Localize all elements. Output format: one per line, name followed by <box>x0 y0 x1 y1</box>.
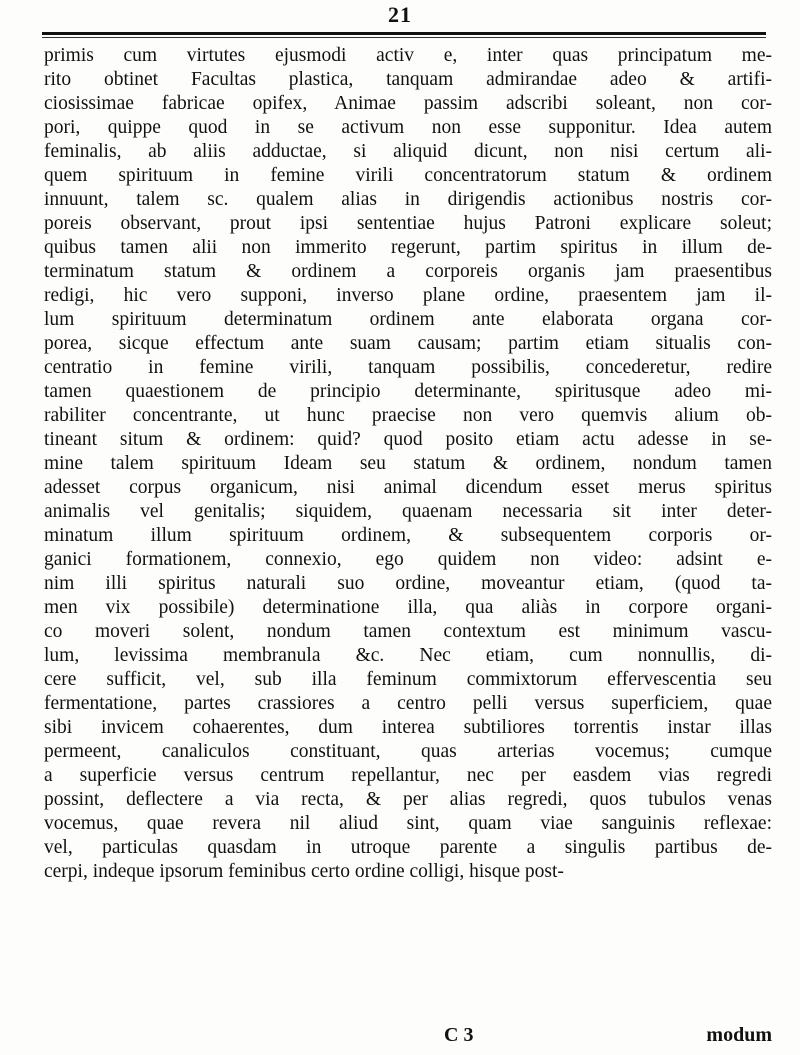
text-line: minatum illum spirituum ordinem, & subsequentem corporis or- <box>44 525 772 546</box>
text-line: permeent, canaliculos constituant, quas arterias vocemus; cumque <box>44 741 772 762</box>
text-line: feminalis, ab aliis adductae, si aliquid dicunt, non nisi certum ali- <box>44 141 772 162</box>
text-line: lum spirituum determinatum ordinem ante elaborata organa cor- <box>44 309 772 330</box>
text-line: men vix possibile) determinatione illa, qua aliàs in corpore organi- <box>44 597 772 618</box>
text-line: tamen quaestionem de principio determinante, spiritusque adeo mi- <box>44 381 772 402</box>
text-line: ciosissimae fabricae opifex, Animae passim adscribi soleant, non cor- <box>44 93 772 114</box>
text-line: centratio in femine virili, tanquam possibilis, concederetur, redire <box>44 357 772 378</box>
text-line: poreis observant, prout ipsi sententiae hujus Patroni explicare soleut; <box>44 213 772 234</box>
text-line: terminatum statum & ordinem a corporeis organis jam praesentibus <box>44 261 772 282</box>
text-line: lum, levissima membranula &c. Nec etiam, cum nonnullis, di- <box>44 645 772 666</box>
text-line: rabiliter concentrante, ut hunc praecise non vero quemvis alium ob- <box>44 405 772 426</box>
page-footer <box>44 1024 772 1050</box>
text-line: quem spirituum in femine virili concentratorum statum & ordinem <box>44 165 772 186</box>
text-line: porea, sicque effectum ante suam causam; partim etiam situalis con- <box>44 333 772 354</box>
text-line: vocemus, quae revera nil aliud sint, quam viae sanguinis reflexae: <box>44 813 772 834</box>
text-line: a superficie versus centrum repellantur, nec per easdem vias regredi <box>44 765 772 786</box>
text-line: pori, quippe quod in se activum non esse supponitur. Idea autem <box>44 117 772 138</box>
text-line: animalis vel genitalis; siquidem, quaenam necessaria sit inter deter- <box>44 501 772 522</box>
text-line: mine talem spirituum Ideam seu statum & ordinem, nondum tamen <box>44 453 772 474</box>
text-line: vel, particulas quasdam in utroque parente a singulis partibus de- <box>44 837 772 858</box>
page-number: 21 <box>388 2 412 27</box>
text-line: innuunt, talem sc. qualem alias in dirigendis actionibus nostris cor- <box>44 189 772 210</box>
body-text <box>44 44 772 884</box>
text-line: quibus tamen alii non immerito regerunt, partim spiritus in illum de- <box>44 237 772 258</box>
text-line: redigi, hic vero supponi, inverso plane ordine, praesentem jam il- <box>44 285 772 306</box>
signature-mark: C 3 <box>444 1024 474 1046</box>
header-rule <box>42 32 766 35</box>
text-line: fermentatione, partes crassiores a centro pelli versus superficiem, quae <box>44 693 772 714</box>
text-line: ganici formationem, connexio, ego quidem non video: adsint e- <box>44 549 772 570</box>
text-line: tineant situm & ordinem: quid? quod posito etiam actu adesse in se- <box>44 429 772 450</box>
header-rule-thin <box>42 37 766 38</box>
text-line: co moveri solent, nondum tamen contextum est minimum vascu- <box>44 621 772 642</box>
text-line: possint, deflectere a via recta, & per alias regredi, quos tubulos venas <box>44 789 772 810</box>
text-line: cerpi, indeque ipsorum feminibus certo ordine colligi, hisque post- <box>44 861 564 882</box>
text-line: adesset corpus organicum, nisi animal dicendum esset merus spiritus <box>44 477 772 498</box>
catchword: modum <box>706 1024 772 1046</box>
text-line: rito obtinet Facultas plastica, tanquam admirandae adeo & artifi- <box>44 69 772 90</box>
text-line: cere sufficit, vel, sub illa feminum commixtorum effervescentia seu <box>44 669 772 690</box>
text-line: primis cum virtutes ejusmodi activ e, inter quas principatum me- <box>44 45 772 66</box>
text-line: sibi invicem cohaerentes, dum interea subtiliores torrentis instar illas <box>44 717 772 738</box>
text-line: nim illi spiritus naturali suo ordine, moveantur etiam, (quod ta- <box>44 573 772 594</box>
